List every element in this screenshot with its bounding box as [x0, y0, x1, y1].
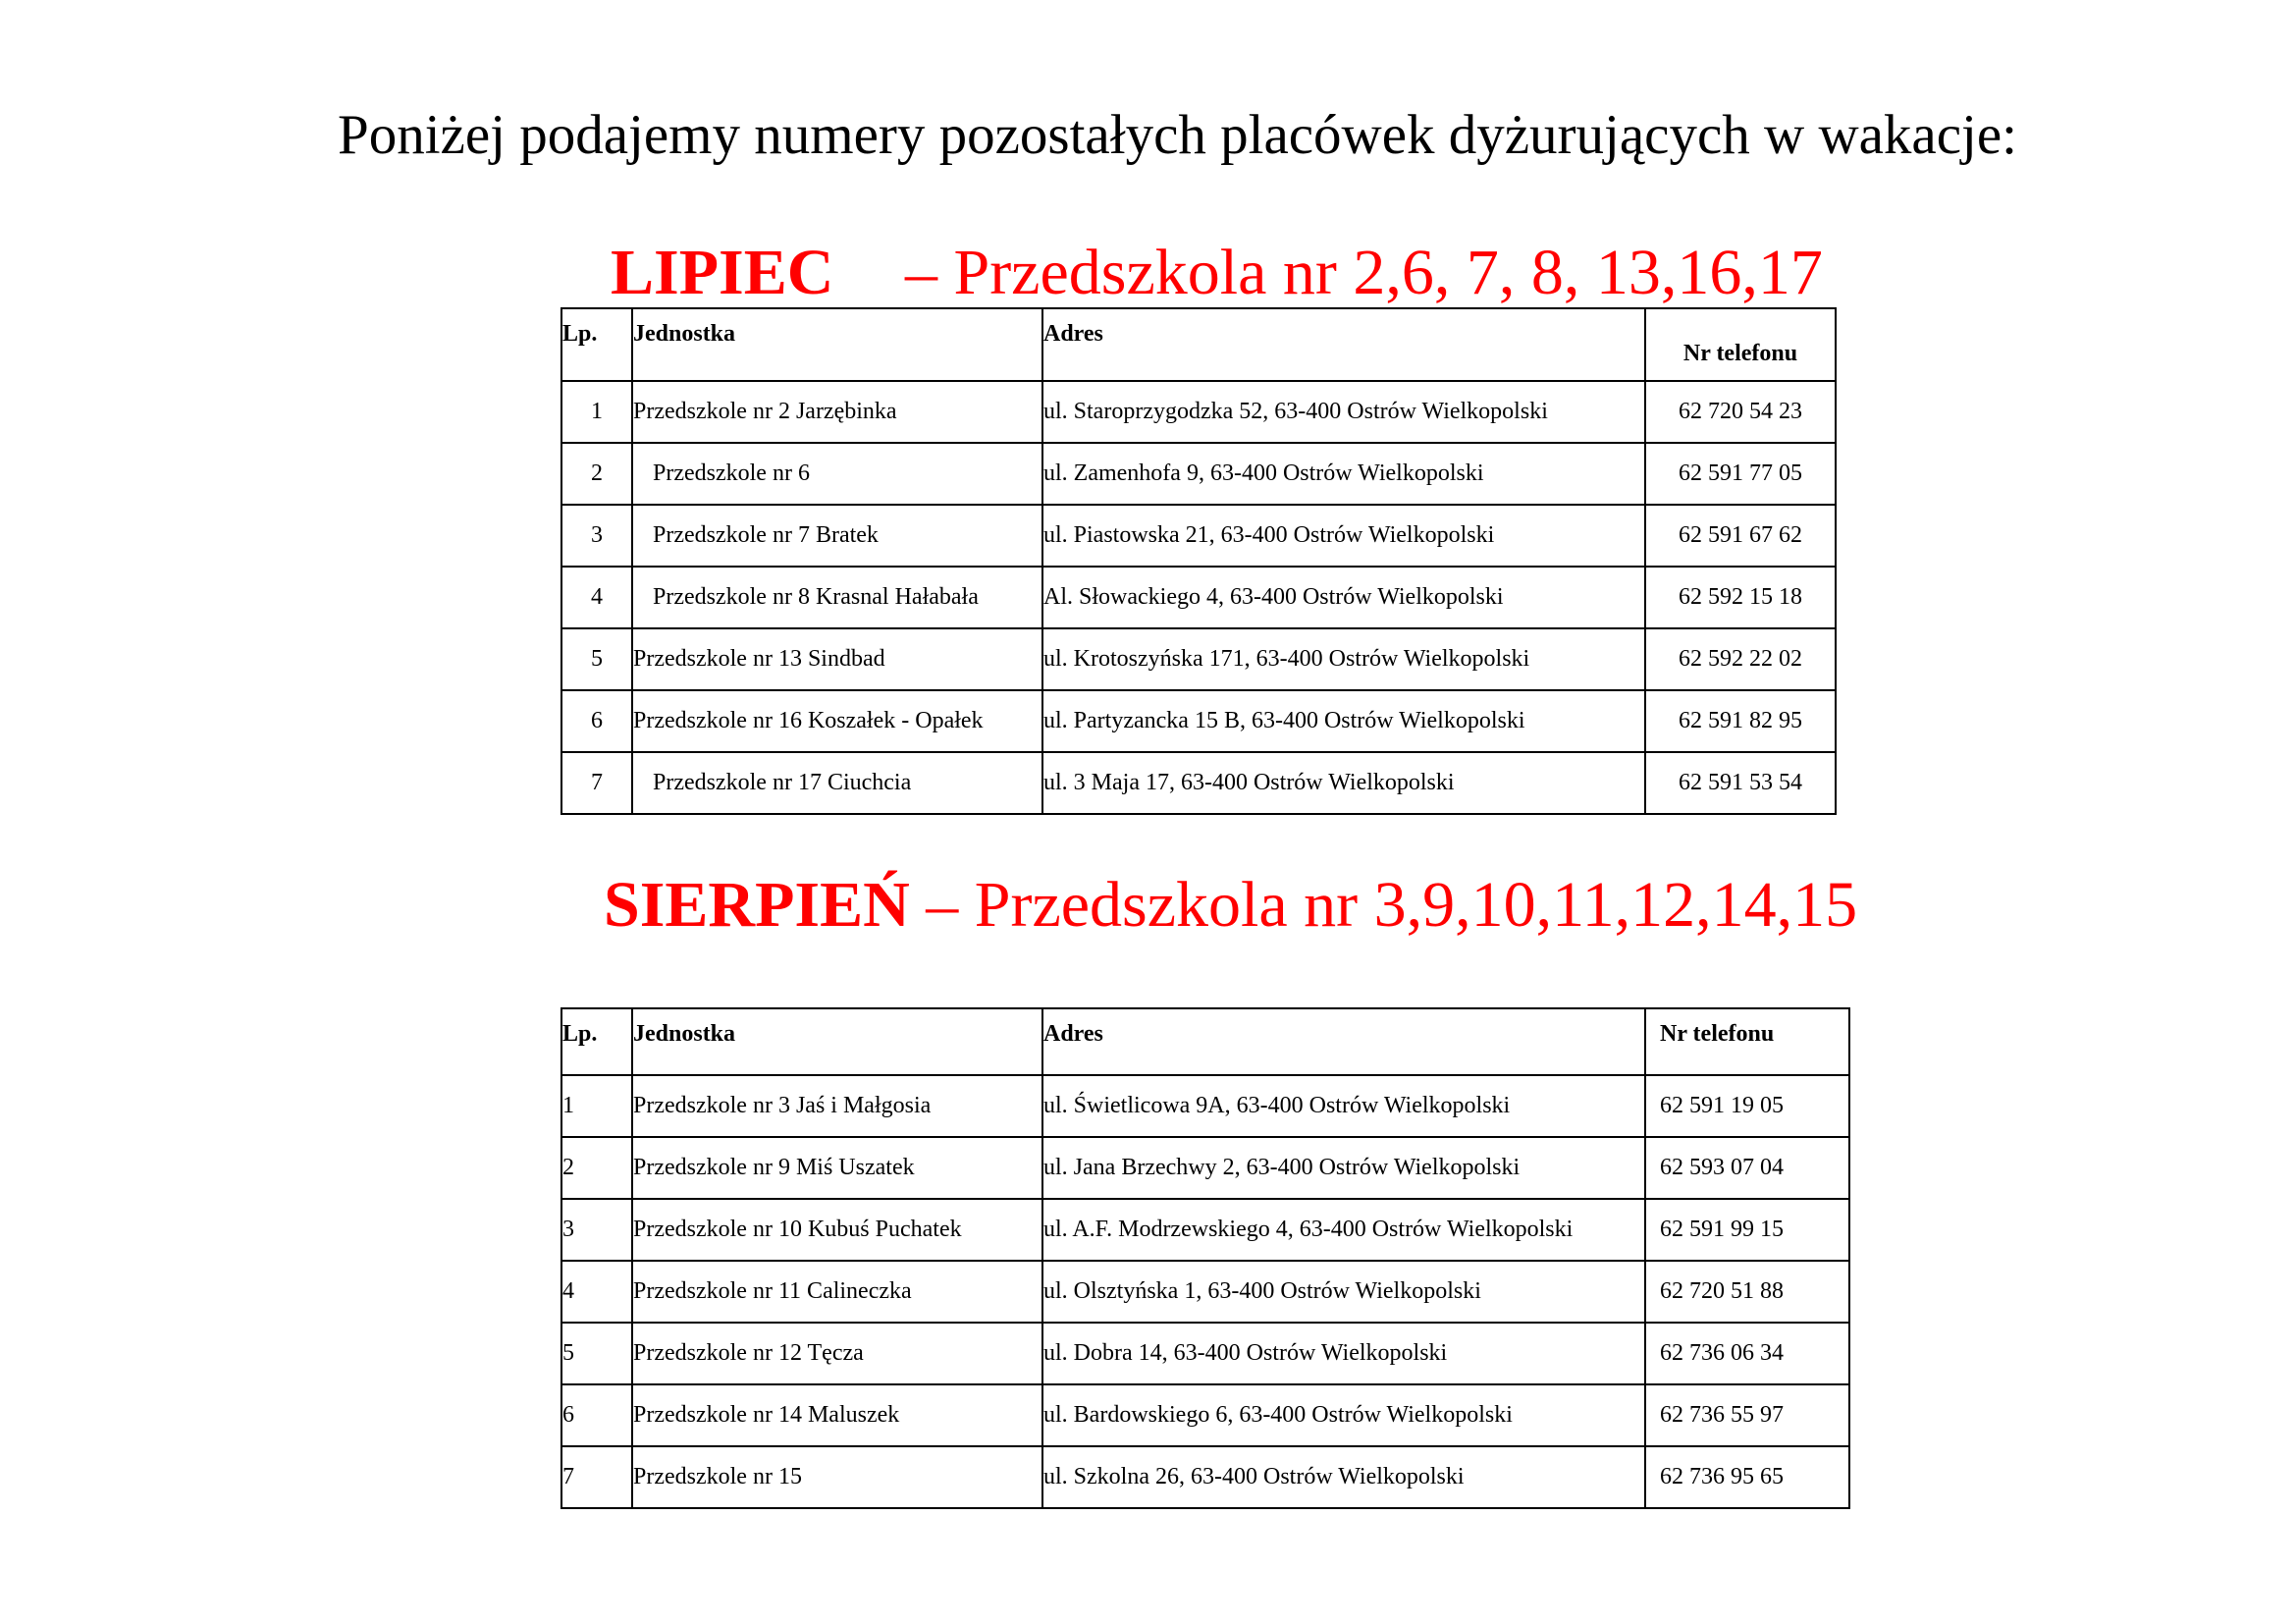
row-lp: 1	[561, 1075, 632, 1137]
row-phone: 62 736 06 34	[1645, 1323, 1849, 1384]
table-row	[561, 690, 1836, 752]
row-phone: 62 591 82 95	[1645, 690, 1836, 752]
row-unit: Przedszkole nr 12 Tęcza	[632, 1323, 1042, 1384]
row-lp: 2	[561, 1137, 632, 1199]
header-phone: Nr telefonu	[1645, 1008, 1849, 1075]
row-lp: 3	[561, 1199, 632, 1261]
row-unit: Przedszkole nr 6	[632, 443, 1042, 505]
row-unit: Przedszkole nr 10 Kubuś Puchatek	[632, 1199, 1042, 1261]
row-address: Al. Słowackiego 4, 63-400 Ostrów Wielkopolski	[1042, 567, 1645, 628]
header-phone: Nr telefonu	[1645, 308, 1836, 381]
row-phone: 62 736 95 65	[1645, 1446, 1849, 1508]
table-row	[561, 1323, 1849, 1384]
row-address: ul. Świetlicowa 9A, 63-400 Ostrów Wielkopolski	[1042, 1075, 1645, 1137]
row-phone: 62 736 55 97	[1645, 1384, 1849, 1446]
table-row	[561, 443, 1836, 505]
row-lp: 7	[561, 752, 632, 814]
header-address: Adres	[1042, 1008, 1645, 1075]
row-lp: 3	[561, 505, 632, 567]
sierpien-table	[561, 1007, 1850, 1509]
table-row	[561, 381, 1836, 443]
header-unit: Jednostka	[632, 308, 1042, 381]
row-unit: Przedszkole nr 7 Bratek	[632, 505, 1042, 567]
intro-text	[0, 101, 2296, 170]
row-unit: Przedszkole nr 17 Ciuchcia	[632, 752, 1042, 814]
intro-text-content: Poniżej podajemy numery pozostałych placówek dyżurujących w wakacje:	[338, 104, 2017, 166]
table-row	[561, 505, 1836, 567]
lipiec-heading	[611, 234, 1823, 312]
table-row	[561, 628, 1836, 690]
row-address: ul. A.F. Modrzewskiego 4, 63-400 Ostrów Wielkopolski	[1042, 1199, 1645, 1261]
table-header-row	[561, 1008, 1849, 1075]
header-lp: Lp.	[561, 308, 632, 381]
row-address: ul. Piastowska 21, 63-400 Ostrów Wielkopolski	[1042, 505, 1645, 567]
row-lp: 1	[561, 381, 632, 443]
row-address: ul. Krotoszyńska 171, 63-400 Ostrów Wielkopolski	[1042, 628, 1645, 690]
table-row	[561, 1075, 1849, 1137]
row-address: ul. Staroprzygodzka 52, 63-400 Ostrów Wielkopolski	[1042, 381, 1645, 443]
row-unit: Przedszkole nr 15	[632, 1446, 1042, 1508]
sierpien-month: SIERPIEŃ	[604, 869, 910, 941]
row-address: ul. Jana Brzechwy 2, 63-400 Ostrów Wielkopolski	[1042, 1137, 1645, 1199]
row-lp: 6	[561, 1384, 632, 1446]
table-row	[561, 1446, 1849, 1508]
row-phone: 62 592 15 18	[1645, 567, 1836, 628]
row-address: ul. Olsztyńska 1, 63-400 Ostrów Wielkopolski	[1042, 1261, 1645, 1323]
row-unit: Przedszkole nr 16 Koszałek - Opałek	[632, 690, 1042, 752]
row-unit: Przedszkole nr 13 Sindbad	[632, 628, 1042, 690]
lipiec-month: LIPIEC	[611, 237, 834, 308]
table-row	[561, 1384, 1849, 1446]
lipiec-subtitle: – Przedszkola nr 2,6, 7, 8, 13,16,17	[905, 237, 1823, 308]
table-row	[561, 567, 1836, 628]
row-lp: 5	[561, 1323, 632, 1384]
row-lp: 6	[561, 690, 632, 752]
table-row	[561, 1261, 1849, 1323]
row-lp: 5	[561, 628, 632, 690]
row-lp: 4	[561, 1261, 632, 1323]
row-phone: 62 591 19 05	[1645, 1075, 1849, 1137]
table-row	[561, 1199, 1849, 1261]
table-row	[561, 752, 1836, 814]
row-unit: Przedszkole nr 14 Maluszek	[632, 1384, 1042, 1446]
row-unit: Przedszkole nr 9 Miś Uszatek	[632, 1137, 1042, 1199]
table-row	[561, 1137, 1849, 1199]
row-unit: Przedszkole nr 3 Jaś i Małgosia	[632, 1075, 1042, 1137]
row-unit: Przedszkole nr 2 Jarzębinka	[632, 381, 1042, 443]
sierpien-heading	[604, 866, 1857, 945]
table-header-row	[561, 308, 1836, 381]
header-lp: Lp.	[561, 1008, 632, 1075]
row-unit: Przedszkole nr 8 Krasnal Hałabała	[632, 567, 1042, 628]
row-lp: 4	[561, 567, 632, 628]
lipiec-table	[561, 307, 1837, 815]
header-address: Adres	[1042, 308, 1645, 381]
row-phone: 62 591 53 54	[1645, 752, 1836, 814]
row-address: ul. Dobra 14, 63-400 Ostrów Wielkopolski	[1042, 1323, 1645, 1384]
sierpien-subtitle: – Przedszkola nr 3,9,10,11,12,14,15	[926, 869, 1858, 941]
row-address: ul. Bardowskiego 6, 63-400 Ostrów Wielkopolski	[1042, 1384, 1645, 1446]
row-phone: 62 591 99 15	[1645, 1199, 1849, 1261]
row-address: ul. Szkolna 26, 63-400 Ostrów Wielkopolski	[1042, 1446, 1645, 1508]
row-lp: 2	[561, 443, 632, 505]
row-address: ul. 3 Maja 17, 63-400 Ostrów Wielkopolski	[1042, 752, 1645, 814]
row-phone: 62 593 07 04	[1645, 1137, 1849, 1199]
row-phone: 62 591 67 62	[1645, 505, 1836, 567]
header-unit: Jednostka	[632, 1008, 1042, 1075]
row-phone: 62 592 22 02	[1645, 628, 1836, 690]
row-phone: 62 720 51 88	[1645, 1261, 1849, 1323]
row-phone: 62 720 54 23	[1645, 381, 1836, 443]
row-phone: 62 591 77 05	[1645, 443, 1836, 505]
row-address: ul. Zamenhofa 9, 63-400 Ostrów Wielkopolski	[1042, 443, 1645, 505]
row-address: ul. Partyzancka 15 B, 63-400 Ostrów Wielkopolski	[1042, 690, 1645, 752]
row-unit: Przedszkole nr 11 Calineczka	[632, 1261, 1042, 1323]
row-lp: 7	[561, 1446, 632, 1508]
